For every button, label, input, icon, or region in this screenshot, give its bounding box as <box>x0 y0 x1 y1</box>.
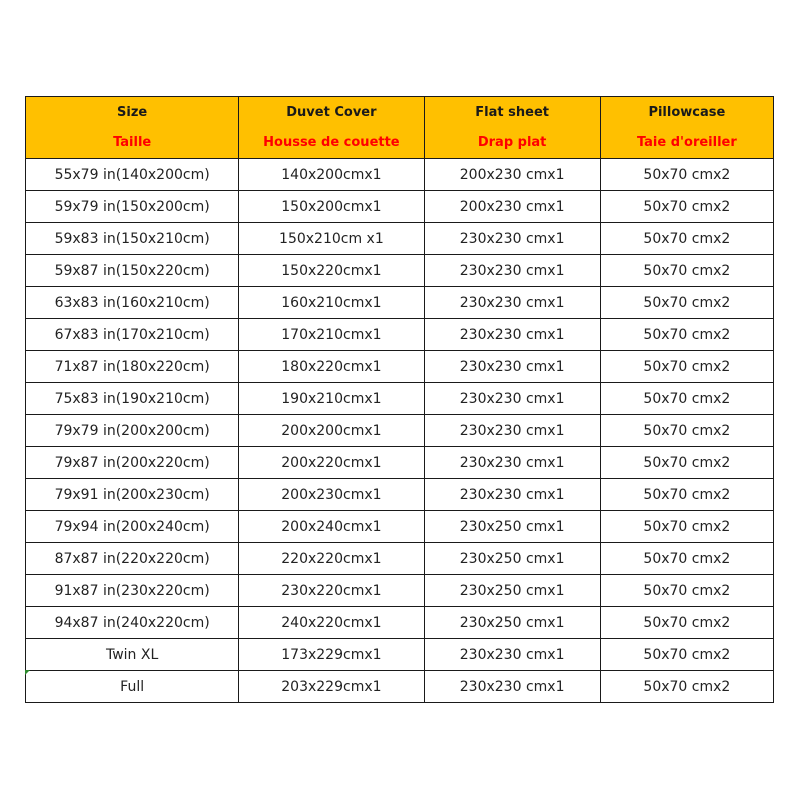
cell-flat-sheet: 230x230 cmx1 <box>424 415 600 447</box>
header-size-en: Size <box>117 105 148 120</box>
cell-pillowcase: 50x70 cmx2 <box>600 511 773 543</box>
cell-flat-sheet: 230x250 cmx1 <box>424 575 600 607</box>
cell-duvet-cover: 203x229cmx1 <box>239 671 424 703</box>
cell-pillowcase: 50x70 cmx2 <box>600 447 773 479</box>
cell-pillowcase: 50x70 cmx2 <box>600 639 773 671</box>
cell-flat-sheet: 230x230 cmx1 <box>424 383 600 415</box>
cell-duvet-cover: 160x210cmx1 <box>239 287 424 319</box>
cell-corner-marker <box>25 670 30 675</box>
table-row <box>26 287 774 319</box>
header-flat-sheet-fr: Drap plat <box>477 135 547 150</box>
cell-flat-sheet: 230x230 cmx1 <box>424 671 600 703</box>
header-flat-sheet <box>424 97 600 159</box>
header-duvet-cover-fr: Housse de couette <box>263 135 400 150</box>
table-row <box>26 511 774 543</box>
header-size <box>26 97 239 159</box>
header-size-fr: Taille <box>113 135 152 150</box>
cell-flat-sheet: 230x230 cmx1 <box>424 223 600 255</box>
cell-size: 79x87 in(200x220cm) <box>26 447 239 479</box>
cell-size: 63x83 in(160x210cm) <box>26 287 239 319</box>
cell-size: 91x87 in(230x220cm) <box>26 575 239 607</box>
cell-duvet-cover: 170x210cmx1 <box>239 319 424 351</box>
table-row <box>26 575 774 607</box>
cell-size: 87x87 in(220x220cm) <box>26 543 239 575</box>
cell-size: 67x83 in(170x210cm) <box>26 319 239 351</box>
cell-size: 79x79 in(200x200cm) <box>26 415 239 447</box>
cell-duvet-cover: 200x200cmx1 <box>239 415 424 447</box>
table-row <box>26 543 774 575</box>
header-pillowcase-en: Pillowcase <box>648 105 726 120</box>
table-row <box>26 607 774 639</box>
cell-pillowcase: 50x70 cmx2 <box>600 383 773 415</box>
cell-duvet-cover: 180x220cmx1 <box>239 351 424 383</box>
cell-size: Full <box>26 671 239 703</box>
cell-duvet-cover: 220x220cmx1 <box>239 543 424 575</box>
cell-pillowcase: 50x70 cmx2 <box>600 415 773 447</box>
cell-flat-sheet: 230x230 cmx1 <box>424 447 600 479</box>
cell-pillowcase: 50x70 cmx2 <box>600 479 773 511</box>
header-duvet-cover-en: Duvet Cover <box>286 105 377 120</box>
cell-size: 59x87 in(150x220cm) <box>26 255 239 287</box>
cell-pillowcase: 50x70 cmx2 <box>600 351 773 383</box>
cell-pillowcase: 50x70 cmx2 <box>600 671 773 703</box>
table-row <box>26 383 774 415</box>
cell-size: 59x83 in(150x210cm) <box>26 223 239 255</box>
cell-flat-sheet: 230x230 cmx1 <box>424 639 600 671</box>
cell-flat-sheet: 230x250 cmx1 <box>424 511 600 543</box>
cell-size: 71x87 in(180x220cm) <box>26 351 239 383</box>
cell-flat-sheet: 230x230 cmx1 <box>424 351 600 383</box>
table-row <box>26 191 774 223</box>
cell-flat-sheet: 230x230 cmx1 <box>424 287 600 319</box>
cell-duvet-cover: 150x200cmx1 <box>239 191 424 223</box>
cell-duvet-cover: 190x210cmx1 <box>239 383 424 415</box>
cell-flat-sheet: 230x230 cmx1 <box>424 255 600 287</box>
header-pillowcase-fr: Taie d'oreiller <box>636 135 737 150</box>
size-chart-table <box>25 96 774 703</box>
cell-pillowcase: 50x70 cmx2 <box>600 575 773 607</box>
cell-duvet-cover: 150x220cmx1 <box>239 255 424 287</box>
cell-duvet-cover: 200x230cmx1 <box>239 479 424 511</box>
header-row <box>26 97 774 159</box>
cell-flat-sheet: 230x250 cmx1 <box>424 607 600 639</box>
cell-pillowcase: 50x70 cmx2 <box>600 223 773 255</box>
cell-flat-sheet: 200x230 cmx1 <box>424 191 600 223</box>
table-row <box>26 351 774 383</box>
cell-duvet-cover: 173x229cmx1 <box>239 639 424 671</box>
table-row <box>26 415 774 447</box>
table-row <box>26 255 774 287</box>
cell-size: 79x91 in(200x230cm) <box>26 479 239 511</box>
cell-size: Twin XL <box>26 639 239 671</box>
cell-flat-sheet: 230x250 cmx1 <box>424 543 600 575</box>
cell-size: 59x79 in(150x200cm) <box>26 191 239 223</box>
header-pillowcase <box>600 97 773 159</box>
cell-size: 55x79 in(140x200cm) <box>26 159 239 191</box>
table-body <box>26 159 774 703</box>
cell-size: 94x87 in(240x220cm) <box>26 607 239 639</box>
cell-duvet-cover: 150x210cm x1 <box>239 223 424 255</box>
cell-flat-sheet: 230x230 cmx1 <box>424 479 600 511</box>
cell-duvet-cover: 200x240cmx1 <box>239 511 424 543</box>
header-flat-sheet-en: Flat sheet <box>475 105 549 120</box>
cell-duvet-cover: 140x200cmx1 <box>239 159 424 191</box>
cell-pillowcase: 50x70 cmx2 <box>600 255 773 287</box>
cell-size: 79x94 in(200x240cm) <box>26 511 239 543</box>
table-row <box>26 639 774 671</box>
table-row <box>26 223 774 255</box>
cell-size: 75x83 in(190x210cm) <box>26 383 239 415</box>
table-row <box>26 319 774 351</box>
cell-pillowcase: 50x70 cmx2 <box>600 319 773 351</box>
cell-duvet-cover: 200x220cmx1 <box>239 447 424 479</box>
cell-duvet-cover: 240x220cmx1 <box>239 607 424 639</box>
cell-duvet-cover: 230x220cmx1 <box>239 575 424 607</box>
cell-pillowcase: 50x70 cmx2 <box>600 191 773 223</box>
cell-flat-sheet: 230x230 cmx1 <box>424 319 600 351</box>
table-header <box>26 97 774 159</box>
cell-flat-sheet: 200x230 cmx1 <box>424 159 600 191</box>
cell-pillowcase: 50x70 cmx2 <box>600 159 773 191</box>
table-row <box>26 479 774 511</box>
header-duvet-cover <box>239 97 424 159</box>
cell-pillowcase: 50x70 cmx2 <box>600 543 773 575</box>
cell-pillowcase: 50x70 cmx2 <box>600 287 773 319</box>
table-row <box>26 159 774 191</box>
cell-pillowcase: 50x70 cmx2 <box>600 607 773 639</box>
table-row <box>26 671 774 703</box>
table-row <box>26 447 774 479</box>
